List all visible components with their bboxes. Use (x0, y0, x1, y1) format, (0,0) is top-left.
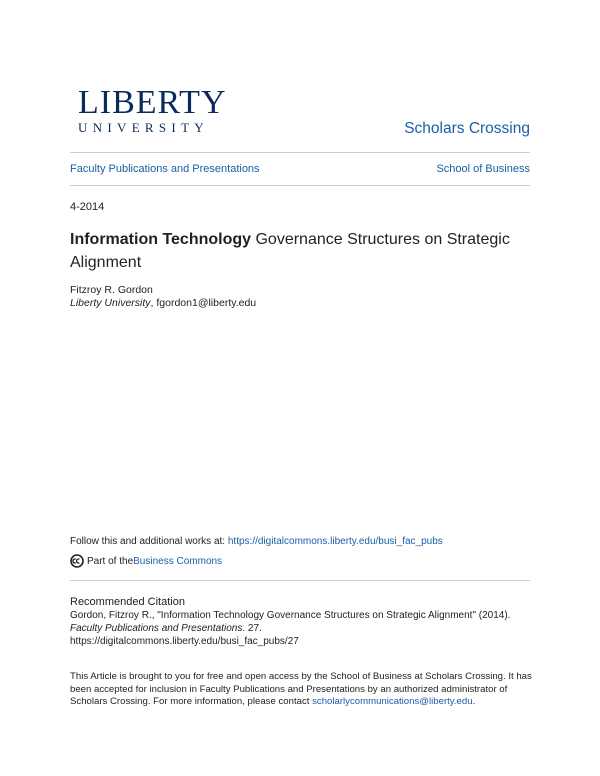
collection-link[interactable]: Faculty Publications and Presentations (70, 163, 260, 175)
notice-end: . (472, 696, 476, 707)
logo-subtitle: UNIVERSITY (78, 120, 209, 135)
contact-email-link[interactable]: scholarlycommunications@liberty.edu (312, 696, 473, 707)
header-divider (70, 152, 530, 153)
citation-line-2 (70, 623, 262, 634)
department-link[interactable]: School of Business (436, 163, 530, 175)
notice-text: This Article is brought to you for free and open access by the School of Business at Scholars Crossing. It has been accepted for inclusion in Faculty Publications and Presentations by an authorized administrator of Scholars Crossing. For more information, please contact (70, 671, 532, 707)
title-rest: Governance Structures on Strategic Alignment (70, 231, 510, 271)
citation-line-1: Gordon, Fitzroy R., "Information Technology Governance Structures on Strategic Alignment" (2014). (70, 610, 511, 621)
part-of-line (70, 554, 222, 568)
scholars-crossing-link[interactable]: Scholars Crossing (404, 120, 530, 137)
logo-wordmark: LIBERTY (78, 84, 227, 121)
part-of-text: Part of the (87, 555, 134, 567)
author-affiliation (70, 297, 256, 309)
citation-divider (70, 580, 530, 581)
publication-date: 4-2014 (70, 201, 105, 213)
citation-collection: Faculty Publications and Presentations (70, 623, 243, 634)
business-commons-link[interactable]: Business Commons (133, 555, 223, 567)
follow-text: Follow this and additional works at: (70, 536, 228, 547)
author-name: Fitzroy R. Gordon (70, 284, 153, 296)
citation-number: . 27. (242, 623, 262, 634)
article-title (70, 228, 510, 274)
citation-url-link[interactable]: https://digitalcommons.liberty.edu/busi_fac_pubs/27 (70, 636, 299, 647)
citation-heading: Recommended Citation (70, 596, 185, 608)
follow-link[interactable]: https://digitalcommons.liberty.edu/busi_fac_pubs (227, 536, 443, 547)
affiliation-institution: Liberty University (70, 297, 151, 309)
creative-commons-icon (70, 554, 84, 568)
title-bold-part: Information Technology (70, 231, 252, 248)
access-notice (70, 671, 532, 709)
liberty-university-logo[interactable] (78, 84, 227, 136)
follow-line (70, 536, 443, 547)
breadcrumb-divider (70, 185, 530, 186)
affiliation-email: , fgordon1@liberty.edu (150, 297, 257, 309)
